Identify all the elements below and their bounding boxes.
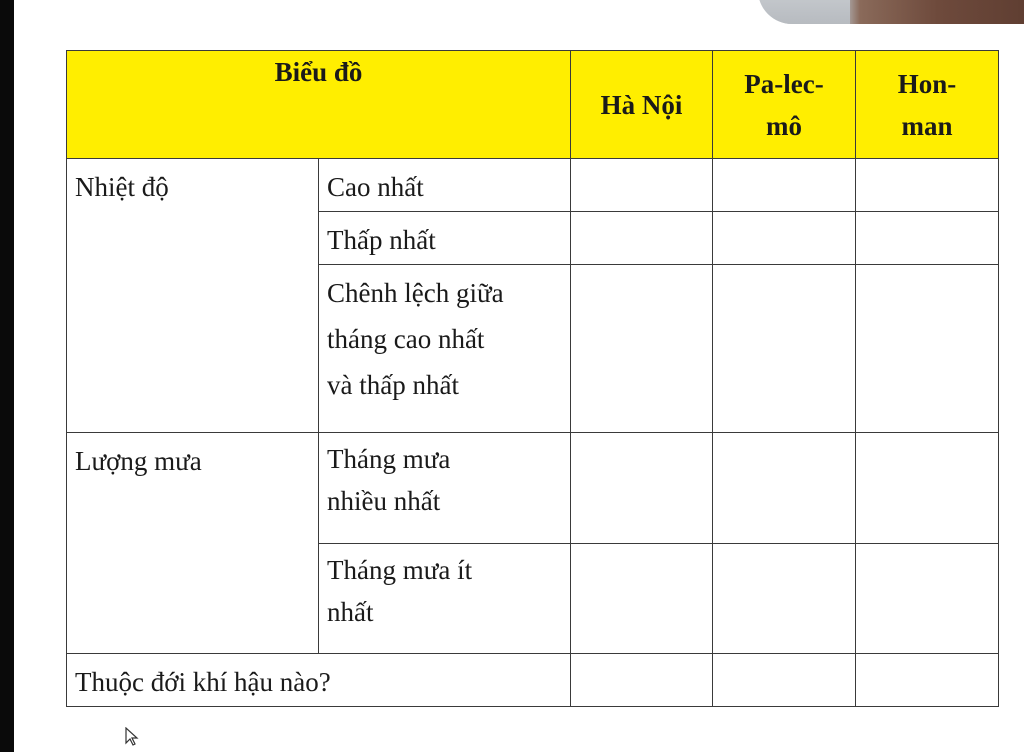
climate-comparison-table xyxy=(66,50,999,707)
cell-wettest-palermo[interactable] xyxy=(713,433,856,544)
cell-highest-palermo[interactable] xyxy=(713,159,856,212)
cell-zone-hanoi[interactable] xyxy=(571,654,713,707)
row-label-driest-month: Tháng mưa ít nhất xyxy=(319,544,571,654)
table-row xyxy=(67,159,999,212)
header-palermo: Pa-lec- mô xyxy=(713,51,856,159)
table-row xyxy=(67,654,999,707)
cell-highest-hanoi[interactable] xyxy=(571,159,713,212)
row-label-difference: Chênh lệch giữa tháng cao nhất và thấp nhất xyxy=(319,265,571,433)
cell-wettest-hanoi[interactable] xyxy=(571,433,713,544)
group-temperature: Nhiệt độ xyxy=(67,159,319,433)
row-label-climate-zone: Thuộc đới khí hậu nào? xyxy=(67,654,571,707)
cell-zone-palermo[interactable] xyxy=(713,654,856,707)
cell-wettest-honman[interactable] xyxy=(856,433,999,544)
group-rainfall: Lượng mưa xyxy=(67,433,319,654)
header-honman: Hon- man xyxy=(856,51,999,159)
table-row xyxy=(67,433,999,544)
cell-lowest-hanoi[interactable] xyxy=(571,212,713,265)
cell-lowest-palermo[interactable] xyxy=(713,212,856,265)
row-label-lowest: Thấp nhất xyxy=(319,212,571,265)
header-chart: Biểu đồ xyxy=(67,51,571,159)
row-label-wettest-month: Tháng mưa nhiều nhất xyxy=(319,433,571,544)
cell-driest-palermo[interactable] xyxy=(713,544,856,654)
cell-highest-honman[interactable] xyxy=(856,159,999,212)
cell-driest-hanoi[interactable] xyxy=(571,544,713,654)
screen-left-edge xyxy=(0,0,14,752)
webcam-overlay xyxy=(758,0,1024,24)
cell-difference-palermo[interactable] xyxy=(713,265,856,433)
row-label-highest: Cao nhất xyxy=(319,159,571,212)
cell-driest-honman[interactable] xyxy=(856,544,999,654)
header-hanoi: Hà Nội xyxy=(571,51,713,159)
cell-zone-honman[interactable] xyxy=(856,654,999,707)
cell-difference-hanoi[interactable] xyxy=(571,265,713,433)
cell-difference-honman[interactable] xyxy=(856,265,999,433)
cell-lowest-honman[interactable] xyxy=(856,212,999,265)
table-header-row xyxy=(67,51,999,159)
